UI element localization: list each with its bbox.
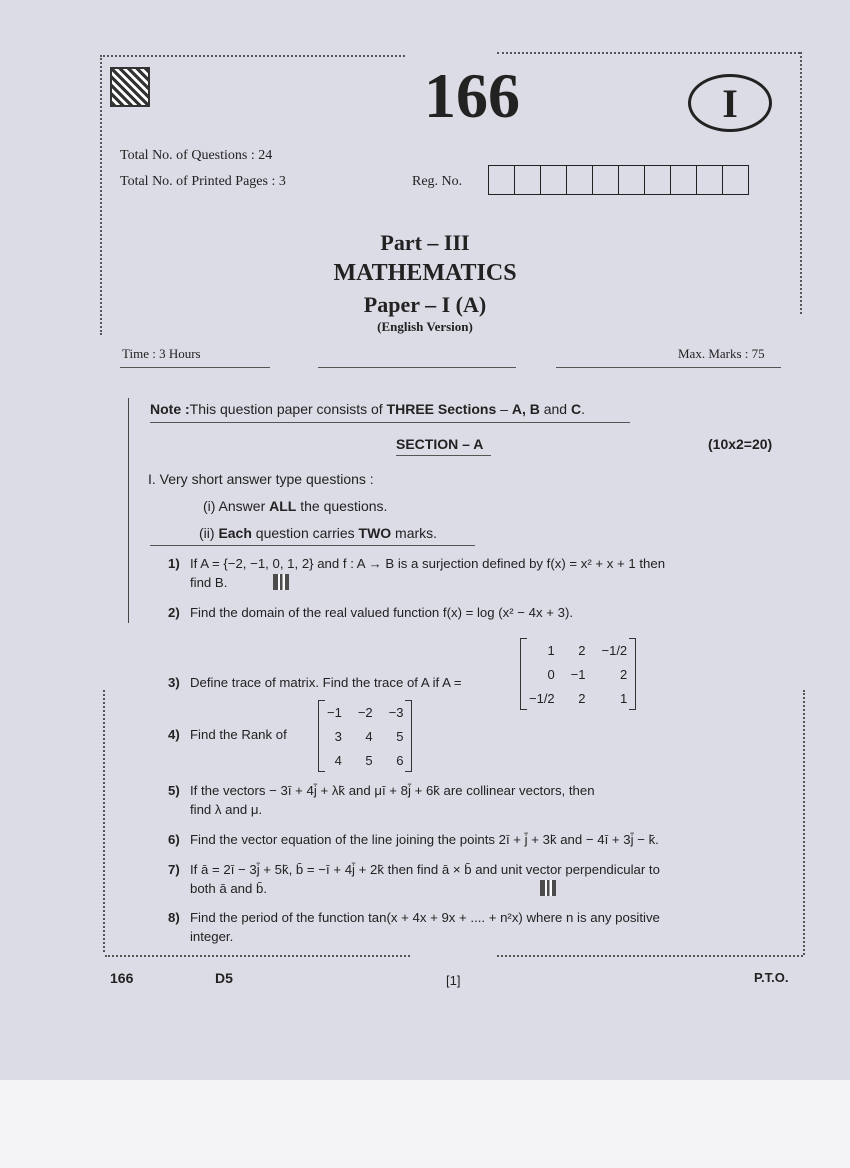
- q4-matrix-row: [319, 724, 411, 748]
- qr-stamp-icon: [273, 574, 289, 590]
- subject-title: MATHEMATICS: [333, 260, 517, 286]
- rule-left: [120, 367, 270, 368]
- part-title: Part – III: [380, 230, 470, 255]
- border-right-lower: [803, 690, 805, 955]
- q4-matrix: [318, 700, 412, 772]
- border-top-left: [100, 55, 405, 57]
- total-pages: Total No. of Printed Pages : 3: [120, 174, 286, 189]
- q2-text: Find the domain of the real valued function f(x) = log (x² − 4x + 3).: [190, 605, 574, 620]
- paper-code: 166: [424, 60, 520, 131]
- q8-number: 8): [168, 910, 180, 925]
- instruction-2: (ii) Each question carries TWO marks.: [199, 525, 438, 541]
- paper-title: Paper – I (A): [363, 292, 487, 317]
- footer-series: D5: [215, 970, 233, 986]
- q3-m-21: 0: [547, 666, 555, 682]
- q4-m-23: 5: [396, 728, 404, 744]
- q7-text-line2: both ā and b̄.: [190, 881, 267, 896]
- instruction-1: (i) Answer ALL the questions.: [203, 498, 388, 514]
- border-left-lower: [103, 690, 105, 952]
- total-questions: Total No. of Questions : 24: [120, 148, 273, 163]
- q1-text-line2: find B.: [190, 575, 228, 590]
- q4-m-32: 5: [365, 752, 373, 768]
- reg-no-boxes: [488, 165, 749, 195]
- margin-line: [128, 398, 129, 623]
- version-label: (English Version): [377, 319, 473, 334]
- border-bottom-right: [497, 955, 803, 957]
- q4-m-21: 3: [334, 728, 342, 744]
- set-code: I: [722, 80, 738, 126]
- q8-text-line1: Find the period of the function tan(x + 4x + 9x + .... + n²x) where n is any positive: [190, 910, 660, 925]
- q4-text: Find the Rank of: [190, 727, 287, 742]
- q3-text: Define trace of matrix. Find the trace of A if A =: [190, 675, 462, 690]
- page-number: [1]: [446, 973, 461, 988]
- section-underline: [396, 455, 491, 456]
- q3-matrix-row: [521, 638, 635, 662]
- border-bottom-left: [105, 955, 410, 957]
- q1-number: 1): [168, 556, 180, 571]
- q3-m-32: 2: [578, 690, 586, 706]
- q3-matrix-row: [521, 662, 635, 686]
- q4-m-13: −3: [388, 704, 404, 720]
- q2-number: 2): [168, 605, 180, 620]
- q3-matrix: [520, 638, 636, 710]
- reg-no-label: Reg. No.: [412, 174, 463, 189]
- q3-m-13: −1/2: [601, 642, 628, 658]
- note-text: Note :This question paper consists of THREE Sections – A, B and C.: [150, 401, 585, 417]
- scan-margin: [0, 1080, 850, 1168]
- qr-stamp-icon: [540, 880, 556, 896]
- max-marks-label: Max. Marks : 75: [678, 346, 765, 361]
- q5-text-line2: find λ and μ.: [190, 802, 263, 817]
- rule-right: [556, 367, 781, 368]
- q1-text-line1: If A = {−2, −1, 0, 1, 2} and f : A → B is a surjection defined by f(x) = x² + x + 1 then: [190, 556, 666, 571]
- q6-number: 6): [168, 832, 180, 847]
- note-underline: [150, 422, 630, 423]
- qr-code-icon: [110, 67, 150, 107]
- q3-number: 3): [168, 675, 180, 690]
- q5-text-line1: If the vectors − 3ī + 4j̄ + λk̄ and μī + 8j̄ + 6k̄ are collinear vectors, then: [190, 783, 595, 798]
- section-marks: (10x2=20): [708, 436, 773, 452]
- q3-m-23: 2: [619, 666, 628, 682]
- q4-m-33: 6: [396, 752, 404, 768]
- footer-code: 166: [110, 970, 134, 986]
- section-title: SECTION – A: [396, 436, 484, 452]
- section-intro: I. Very short answer type questions :: [148, 471, 374, 487]
- q4-m-31: 4: [334, 752, 342, 768]
- q4-m-11: −1: [327, 704, 342, 720]
- q7-number: 7): [168, 862, 180, 877]
- q3-m-12: 2: [578, 642, 586, 658]
- q4-m-12: −2: [357, 704, 373, 720]
- border-top-right: [497, 52, 800, 54]
- q4-matrix-row: [319, 700, 411, 724]
- q3-m-11: 1: [547, 642, 555, 658]
- q3-matrix-row: [521, 686, 635, 710]
- time-label: Time : 3 Hours: [122, 346, 201, 361]
- set-code-badge: [688, 74, 772, 132]
- q4-m-22: 4: [365, 728, 373, 744]
- rule-mid: [318, 367, 516, 368]
- instruction-underline: [150, 545, 475, 546]
- q4-matrix-row: [319, 748, 411, 772]
- q3-m-33: 1: [619, 690, 628, 706]
- q5-number: 5): [168, 783, 180, 798]
- q3-m-22: −1: [570, 666, 586, 682]
- q7-text-line1: If ā = 2ī − 3j̄ + 5k̄, b̄ = −ī + 4j̄ + 2k̄ then find ā × b̄ and unit vector perpendicular to: [190, 862, 660, 877]
- q6-text: Find the vector equation of the line joining the points 2ī + j̄ + 3k̄ and − 4ī + 3j̄ − k̄.: [190, 832, 659, 847]
- q8-text-line2: integer.: [190, 929, 234, 944]
- pto-label: P.T.O.: [754, 970, 789, 985]
- q4-number: 4): [168, 727, 180, 742]
- q3-m-31: −1/2: [529, 690, 555, 706]
